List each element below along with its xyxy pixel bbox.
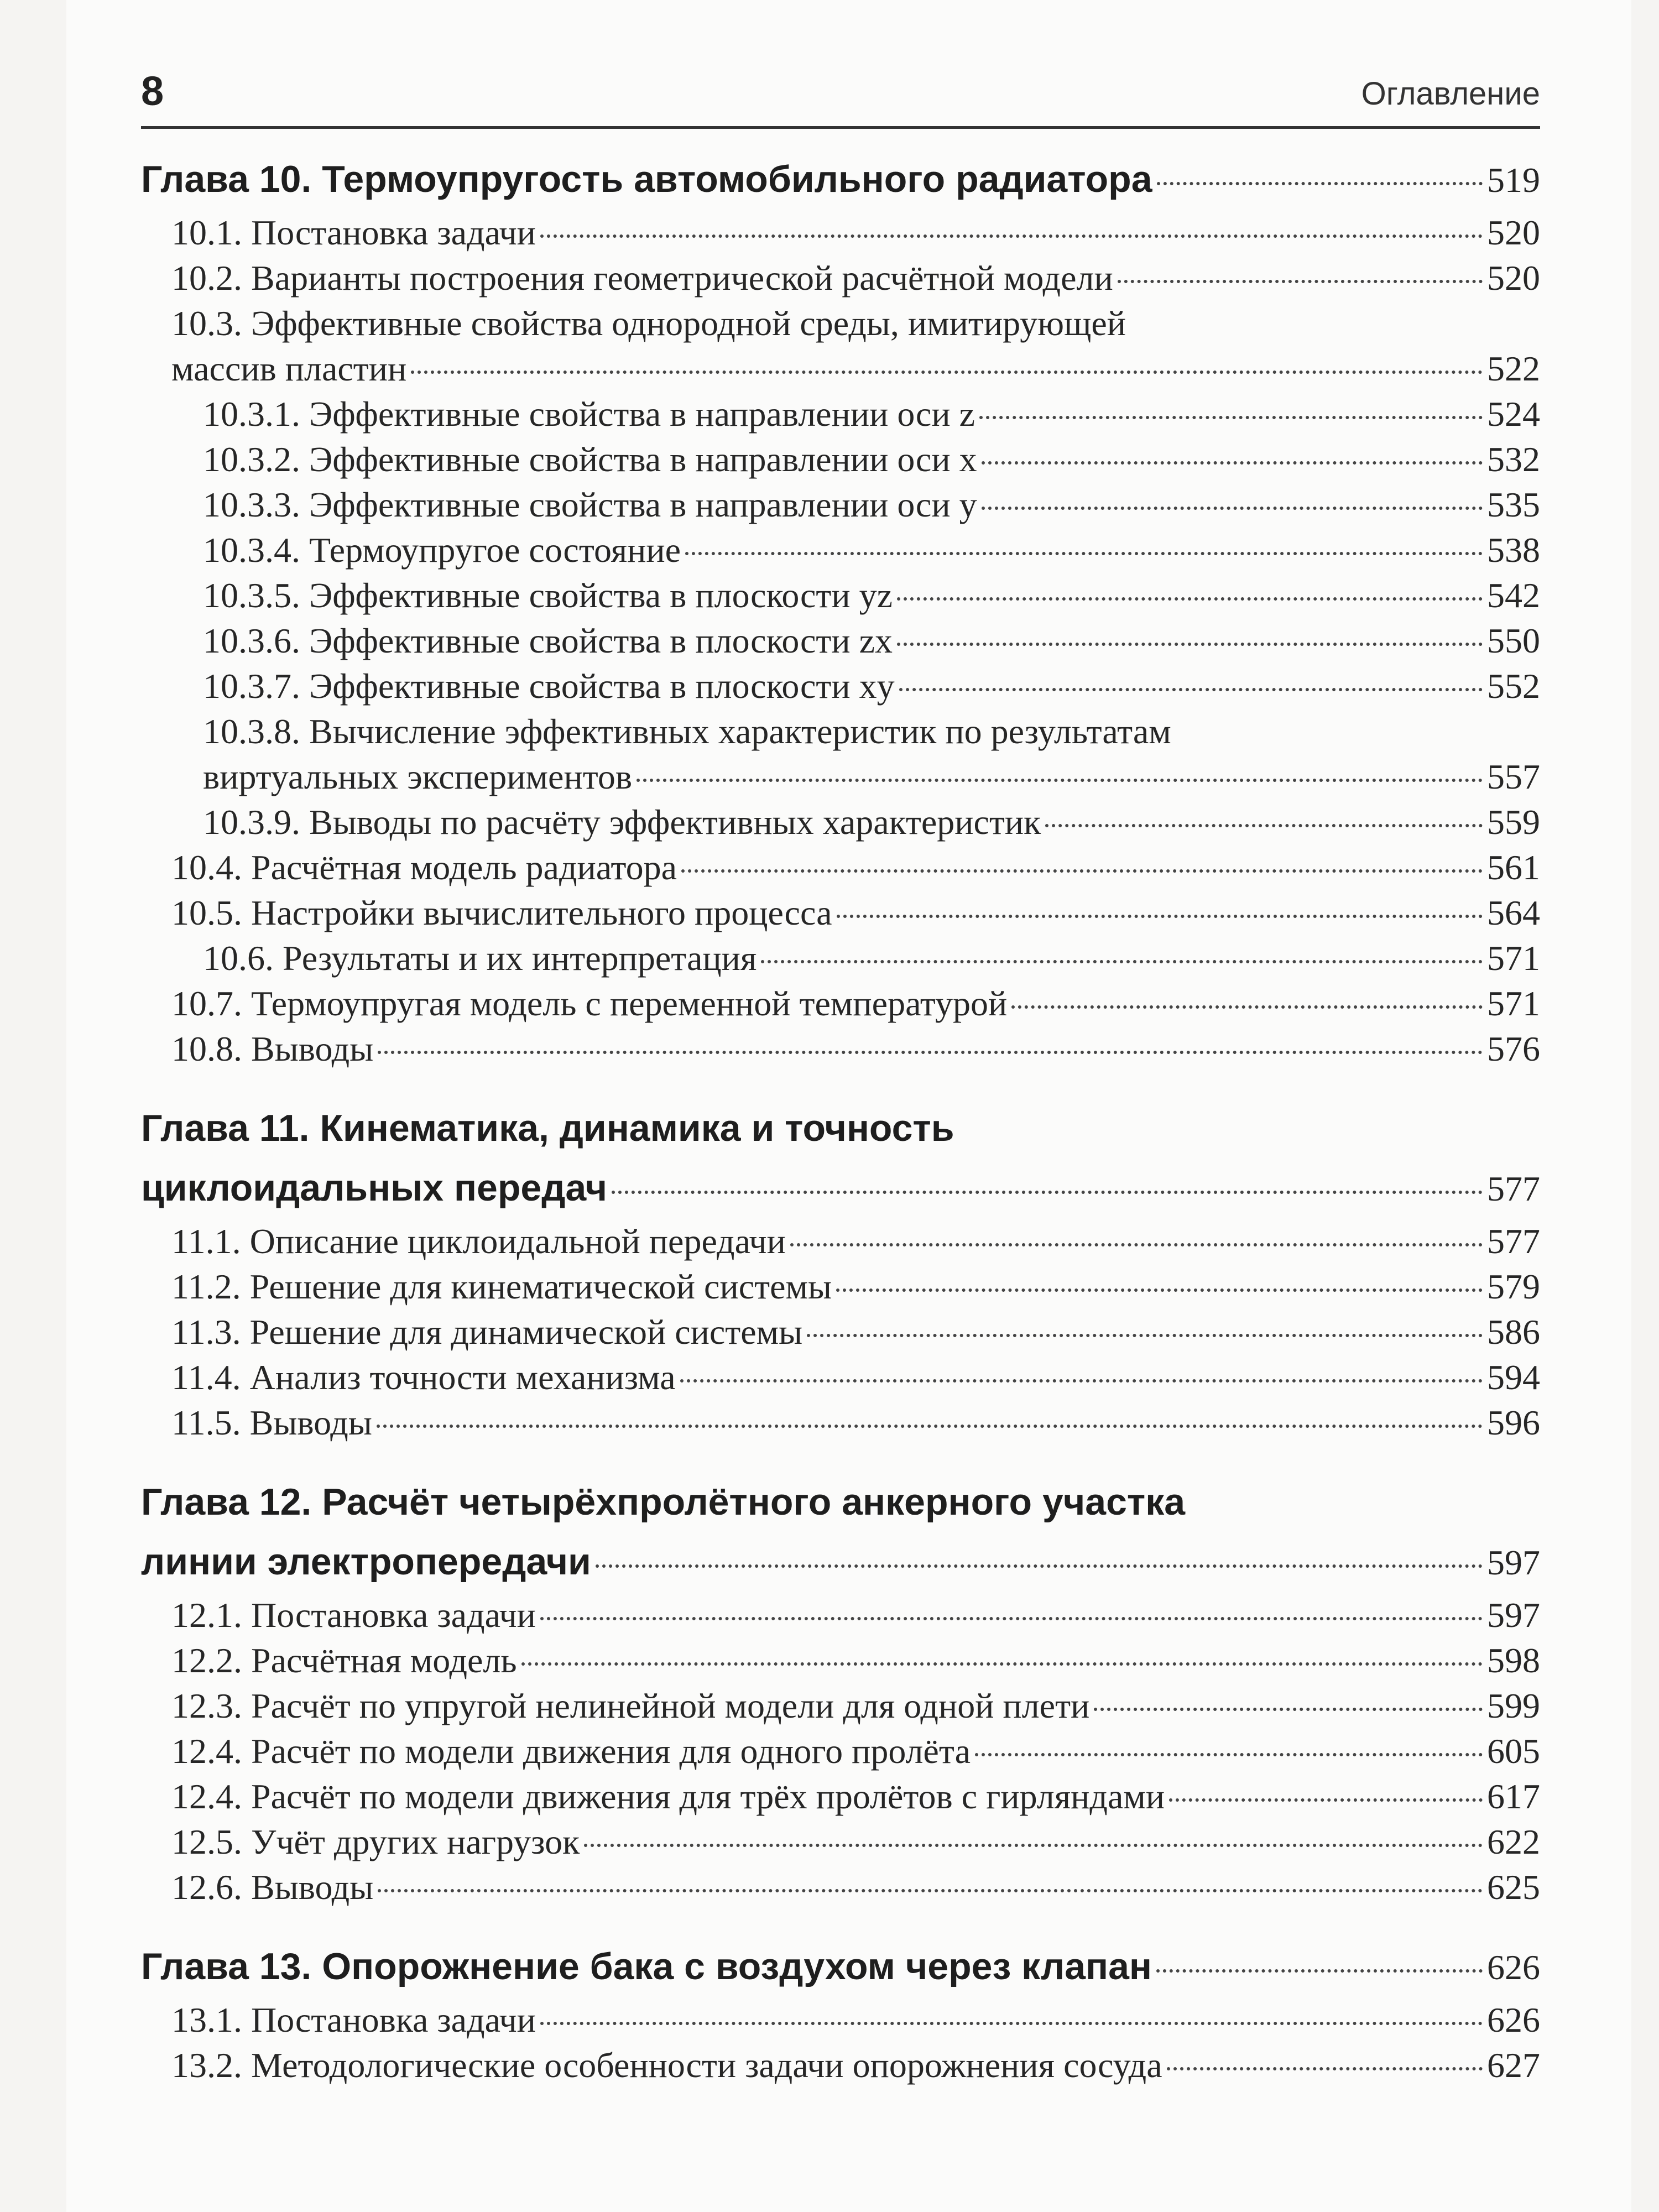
toc-line[interactable] (141, 573, 1540, 618)
toc-entry-title: виртуальных экспериментов (203, 757, 633, 796)
dot-leader (1167, 2067, 1483, 2070)
toc-entry-title: 10.3.3. Эффективные свойства в направлении оси y (203, 485, 977, 524)
toc-page-number: 626 (1487, 2000, 1540, 2039)
toc-page-number: 596 (1487, 1403, 1540, 1442)
toc-line[interactable] (141, 618, 1540, 664)
toc-entry-title: 10.8. Выводы (171, 1029, 374, 1068)
toc-entry-title: 13.1. Постановка задачи (171, 2000, 536, 2039)
dot-leader (836, 1288, 1483, 1292)
page-number: 8 (141, 68, 164, 114)
toc-page-number: 594 (1487, 1358, 1540, 1397)
toc-entry-title: 10.4. Расчётная модель радиатора (171, 848, 677, 887)
toc-page-number: 579 (1487, 1267, 1540, 1306)
dot-leader (897, 643, 1483, 646)
dot-leader (596, 1564, 1483, 1568)
dot-leader (540, 2022, 1483, 2025)
toc-page-number: 564 (1487, 893, 1540, 932)
toc-page-number: 627 (1487, 2046, 1540, 2085)
toc-page-number: 599 (1487, 1686, 1540, 1725)
toc-page-number: 617 (1487, 1777, 1540, 1816)
dot-leader (1169, 1798, 1483, 1802)
toc-entry-title: 10.3. Эффективные свойства однородной среды, имитирующей (171, 304, 1126, 343)
toc-entry-title: 12.6. Выводы (171, 1867, 374, 1907)
toc-entry-title: 10.3.4. Термоупругое состояние (203, 530, 681, 570)
dot-leader (1156, 1969, 1483, 1973)
toc-page-number: 524 (1487, 394, 1540, 434)
dot-leader (982, 507, 1483, 510)
chapter-page-number: 626 (1487, 1948, 1540, 1987)
toc-entry-title: 13.2. Методологические особенности задачи опорожнения сосуда (171, 2046, 1162, 2085)
toc-page-number: 552 (1487, 666, 1540, 706)
dot-leader (521, 1662, 1483, 1666)
toc-entry-title: 11.4. Анализ точности механизма (171, 1358, 676, 1397)
toc-line[interactable] (141, 1819, 1540, 1865)
toc-entry-title: 12.4. Расчёт по модели движения для трёх пролётов с гирляндами (171, 1777, 1165, 1816)
toc-entry-title: 11.3. Решение для динамической системы (171, 1312, 803, 1352)
toc-page-number: 550 (1487, 621, 1540, 660)
toc-entry-title: 10.6. Результаты и их интерпретация (203, 938, 757, 978)
toc-line[interactable] (141, 346, 1540, 392)
toc-page-number: 586 (1487, 1312, 1540, 1352)
page-header (141, 64, 1540, 124)
toc-entry-title: 10.2. Варианты построения геометрической расчётной модели (171, 258, 1113, 298)
toc-page-number: 561 (1487, 848, 1540, 887)
toc-entry-title: 12.4. Расчёт по модели движения для одного пролёта (171, 1731, 971, 1771)
toc-line[interactable] (141, 936, 1540, 981)
toc-line[interactable] (141, 1865, 1540, 1910)
toc-entry-title: 12.5. Учёт других нагрузок (171, 1822, 580, 1861)
toc-line[interactable] (141, 1774, 1540, 1819)
toc-page-number: 522 (1487, 349, 1540, 388)
dot-leader (540, 234, 1483, 238)
toc-page-number: 520 (1487, 213, 1540, 252)
toc-line[interactable] (141, 255, 1540, 301)
chapter-page-number: 519 (1487, 160, 1540, 200)
toc-line[interactable] (141, 392, 1540, 437)
toc-line[interactable] (141, 2043, 1540, 2088)
dot-leader (979, 416, 1483, 419)
toc-line[interactable] (141, 1219, 1540, 1264)
toc-line[interactable] (141, 1310, 1540, 1355)
chapter-title: Глава 12. Расчёт четырёхпролётного анкерного участка (141, 1481, 1186, 1523)
toc-entry-title: 10.3.1. Эффективные свойства в направлении оси z (203, 394, 975, 434)
toc-line[interactable] (141, 890, 1540, 936)
toc-line[interactable] (141, 754, 1540, 800)
toc-entry-title: 10.3.2. Эффективные свойства в направлении оси x (203, 440, 977, 479)
toc-page-number: 535 (1487, 485, 1540, 524)
dot-leader (612, 1191, 1483, 1194)
toc-entry-title: 10.3.5. Эффективные свойства в плоскости yz (203, 576, 893, 615)
toc-page-number: 557 (1487, 757, 1540, 796)
dot-leader (982, 461, 1483, 465)
toc-page-number: 576 (1487, 1029, 1540, 1068)
toc-line[interactable] (141, 210, 1540, 255)
toc-entry-title: 12.1. Постановка задачи (171, 1595, 536, 1635)
dot-leader (378, 1051, 1483, 1054)
dot-leader (685, 552, 1483, 555)
toc-line[interactable] (141, 1400, 1540, 1446)
toc-entry-title: 10.3.9. Выводы по расчёту эффективных характеристик (203, 802, 1041, 842)
dot-leader (807, 1334, 1483, 1337)
dot-leader (1011, 1005, 1483, 1009)
toc-page-number: 598 (1487, 1641, 1540, 1680)
table-of-contents (141, 149, 1540, 2115)
dot-leader (540, 1617, 1483, 1620)
toc-line[interactable] (141, 1158, 1540, 1219)
chapter-block (141, 1937, 1540, 2088)
chapter-page-number: 577 (1487, 1169, 1540, 1208)
toc-entry-title: 10.1. Постановка задачи (171, 213, 536, 252)
header-rule (141, 126, 1540, 129)
toc-page-number: 597 (1487, 1595, 1540, 1635)
toc-line[interactable] (141, 1638, 1540, 1683)
toc-line[interactable] (141, 664, 1540, 709)
dot-leader (790, 1243, 1483, 1246)
toc-page-number: 577 (1487, 1222, 1540, 1261)
toc-entry-title: 10.3.6. Эффективные свойства в плоскости zx (203, 621, 893, 660)
dot-leader (897, 597, 1483, 601)
dot-leader (1157, 182, 1483, 185)
toc-page-number: 542 (1487, 576, 1540, 615)
dot-leader (1118, 280, 1483, 283)
toc-line[interactable] (141, 482, 1540, 528)
dot-leader (1045, 824, 1483, 827)
dot-leader (584, 1844, 1483, 1847)
toc-line[interactable] (141, 1264, 1540, 1310)
dot-leader (411, 371, 1483, 374)
toc-page-number: 538 (1487, 530, 1540, 570)
dot-leader (680, 1379, 1483, 1383)
chapter-block (141, 1098, 1540, 1446)
dot-leader (1094, 1708, 1483, 1711)
toc-entry-title: 10.7. Термоупругая модель с переменной температурой (171, 984, 1008, 1023)
toc-entry-title: 11.2. Решение для кинематической системы (171, 1267, 832, 1306)
toc-entry-title: 12.2. Расчётная модель (171, 1641, 517, 1680)
toc-line[interactable] (141, 437, 1540, 482)
toc-page-number: 571 (1487, 984, 1540, 1023)
toc-line[interactable] (141, 1937, 1540, 1997)
toc-line[interactable] (141, 149, 1540, 210)
toc-entry-title: 10.3.7. Эффективные свойства в плоскости xy (203, 666, 895, 706)
toc-line[interactable] (141, 845, 1540, 890)
toc-line[interactable] (141, 1997, 1540, 2043)
chapter-title: Глава 11. Кинематика, динамика и точность (141, 1107, 954, 1149)
toc-page-number: 571 (1487, 938, 1540, 978)
toc-entry-title: 10.5. Настройки вычислительного процесса (171, 893, 832, 932)
chapter-title: Глава 13. Опорожнение бака с воздухом через клапан (141, 1945, 1152, 1987)
dot-leader (899, 688, 1483, 691)
chapter-block (141, 1472, 1540, 1910)
toc-entry-title: 12.3. Расчёт по упругой нелинейной модели для одной плети (171, 1686, 1090, 1725)
dot-leader (377, 1425, 1483, 1428)
dot-leader (637, 779, 1483, 782)
toc-page-number: 520 (1487, 258, 1540, 298)
toc-line[interactable] (141, 1355, 1540, 1400)
dot-leader (378, 1889, 1483, 1892)
dot-leader (761, 960, 1483, 963)
toc-page-number: 532 (1487, 440, 1540, 479)
toc-page-number: 605 (1487, 1731, 1540, 1771)
toc-line[interactable] (141, 1532, 1540, 1593)
toc-entry-title: 10.3.8. Вычисление эффективных характеристик по результатам (203, 712, 1171, 751)
toc-line[interactable] (141, 800, 1540, 845)
chapter-page-number: 597 (1487, 1543, 1540, 1582)
toc-entry-title: массив пластин (171, 349, 407, 388)
toc-entry-title: 11.1. Описание циклоидальной передачи (171, 1222, 786, 1261)
toc-page-number: 559 (1487, 802, 1540, 842)
chapter-title: циклоидальных передач (141, 1167, 607, 1209)
toc-line[interactable] (141, 1026, 1540, 1072)
chapter-title: линии электропередачи (141, 1541, 591, 1583)
toc-line[interactable] (141, 528, 1540, 573)
toc-page-number: 625 (1487, 1867, 1540, 1907)
toc-line[interactable] (141, 981, 1540, 1026)
toc-line[interactable] (141, 1729, 1540, 1774)
chapter-title: Глава 10. Термоупругость автомобильного радиатора (141, 158, 1152, 200)
chapter-block (141, 149, 1540, 1072)
toc-page-number: 622 (1487, 1822, 1540, 1861)
toc-line[interactable] (141, 1683, 1540, 1729)
dot-leader (681, 869, 1483, 873)
dot-leader (837, 915, 1483, 918)
running-head: Оглавление (1361, 76, 1540, 112)
dot-leader (975, 1753, 1483, 1756)
toc-line[interactable] (141, 1593, 1540, 1638)
toc-entry-title: 11.5. Выводы (171, 1403, 372, 1442)
